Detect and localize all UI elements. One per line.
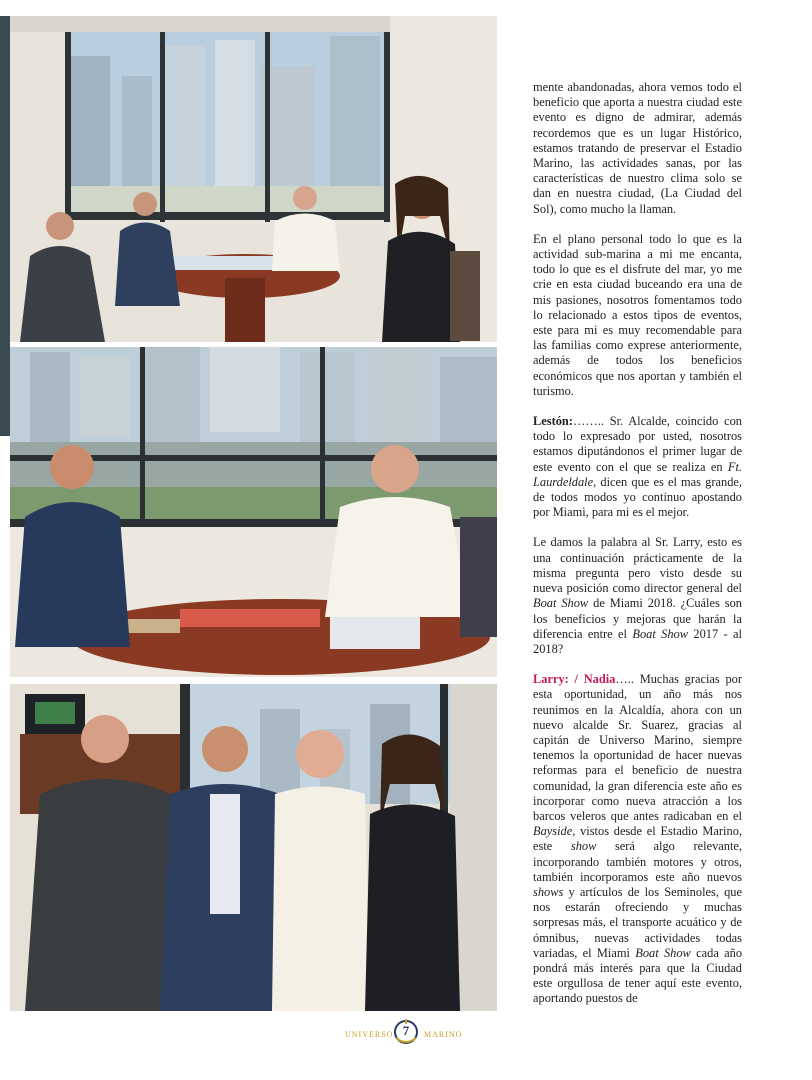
page-edge-strip	[0, 16, 10, 436]
speaker-larry-nadia: Larry: / Nadia	[533, 672, 616, 687]
page-number: 7	[402, 1023, 410, 1038]
boat-show-term-2: Boat Show	[632, 626, 689, 641]
term-bayside: Bayside	[533, 824, 573, 839]
article-paragraph-3	[533, 414, 742, 520]
paragraph-2-text: En el plano personal todo lo que es la actividad sub-marina a mi me encanta, todo lo que es el disfrute del mar, yo me crie en esta ciudad buceando era una de mis pasiones, nosotros fomentamos todo lo relacionado a estos tipos de eventos, este para mi es muy recomendable para las familias como exprese anteriormente, además de todos los beneficios económicos que nos aportan y también el turismo.	[533, 231, 742, 398]
paragraph-5-text-b: , vistos desde el Estadio Marino, este	[533, 824, 742, 854]
group-photo	[10, 684, 497, 1011]
article-paragraph-5	[533, 672, 742, 1006]
article-paragraph-2	[533, 232, 742, 399]
term-shows: shows	[533, 884, 564, 899]
paragraph-5-text-a: ….. Muchas gracias por esta oportunidad, un año más nos reunimos en la Alcaldía, ahora con un nuevo alcalde Sr. Suarez, gracias al capitán de Universo Marino, siempre tenemos la oportunidad de hacer nuevas reformas para el beneficio de nuestra comunidad, la gran diferencia este año es incorporar como nueva atracción a los barcos veleros que antes radicaban en el	[533, 672, 742, 823]
paragraph-3-text-a: …….. Sr. Alcalde, coincido con todo lo expresado por usted, nosotros estamos diputándonos el primer lugar de este evento con el que se realiza en	[533, 414, 742, 474]
footer-universo: UNIVERSO	[345, 1030, 394, 1039]
paragraph-5-text-e: cada año pondrá más interés para que la Ciudad este orgullosa de tener aquí este evento, aportando puestos de	[533, 945, 743, 1006]
article-column	[533, 80, 742, 1022]
term-show: show	[570, 839, 597, 854]
paragraph-3-text-b: , dicen que es el mas grande, de todos modos yo continuo apostando por Miami, para mi es el mejor.	[533, 474, 742, 520]
paragraph-4-text-a: Le damos la palabra al Sr. Larry, esto es una continuación prácticamente de la misma pregunta pero visto desde su nueva posición como director general del	[533, 535, 742, 596]
article-paragraph-4	[533, 535, 742, 657]
article-paragraph-1	[533, 80, 742, 217]
paragraph-1-text: mente abandonadas, ahora vemos todo el beneficio que aporta a nuestra ciudad este evento es digno de admirar, además recordemos que es un lugar Histórico, estamos tratando de preservar el Estadio Marino, las actividades sanas, por las características de nuestro clima solo se dan en nuestra ciudad, (La Ciudad del Sol), como mucho la llaman.	[533, 80, 742, 216]
meeting-photo-1	[10, 16, 497, 342]
boat-show-term-1: Boat Show	[533, 596, 589, 611]
footer-marino: MARINO	[424, 1030, 463, 1039]
speaker-leston: Lestón:	[533, 414, 573, 429]
page-footer	[0, 1016, 812, 1052]
paragraph-4-text-b: de Miami 2018. ¿Cuáles son los beneficios y mejoras que harán la diferencia entre el	[533, 596, 742, 641]
paragraph-4-text-c: 2017 - al 2018?	[533, 626, 742, 656]
anchor-wheel-logo-icon	[390, 1016, 422, 1048]
photo-group-four-people-icon	[10, 684, 497, 1011]
photo-meeting-two-men-icon	[10, 347, 497, 677]
photo-meeting-four-people-icon	[10, 16, 497, 342]
paragraph-5-text-d: y artículos de los Seminoles, que nos estarán ofreciendo y muchas sorpresas más, el transporte acuático y de ómnibus, nuevas actividades todas variadas, el Miami	[533, 884, 742, 960]
meeting-photo-2	[10, 347, 497, 677]
boat-show-term-3: Boat Show	[635, 945, 691, 960]
place-ft-lauderdale: Ft. Laurdeldale	[533, 459, 742, 489]
paragraph-5-text-c: será algo relevante, incorporando también motores y otros, también incorporamos este año nuevos	[533, 839, 742, 884]
